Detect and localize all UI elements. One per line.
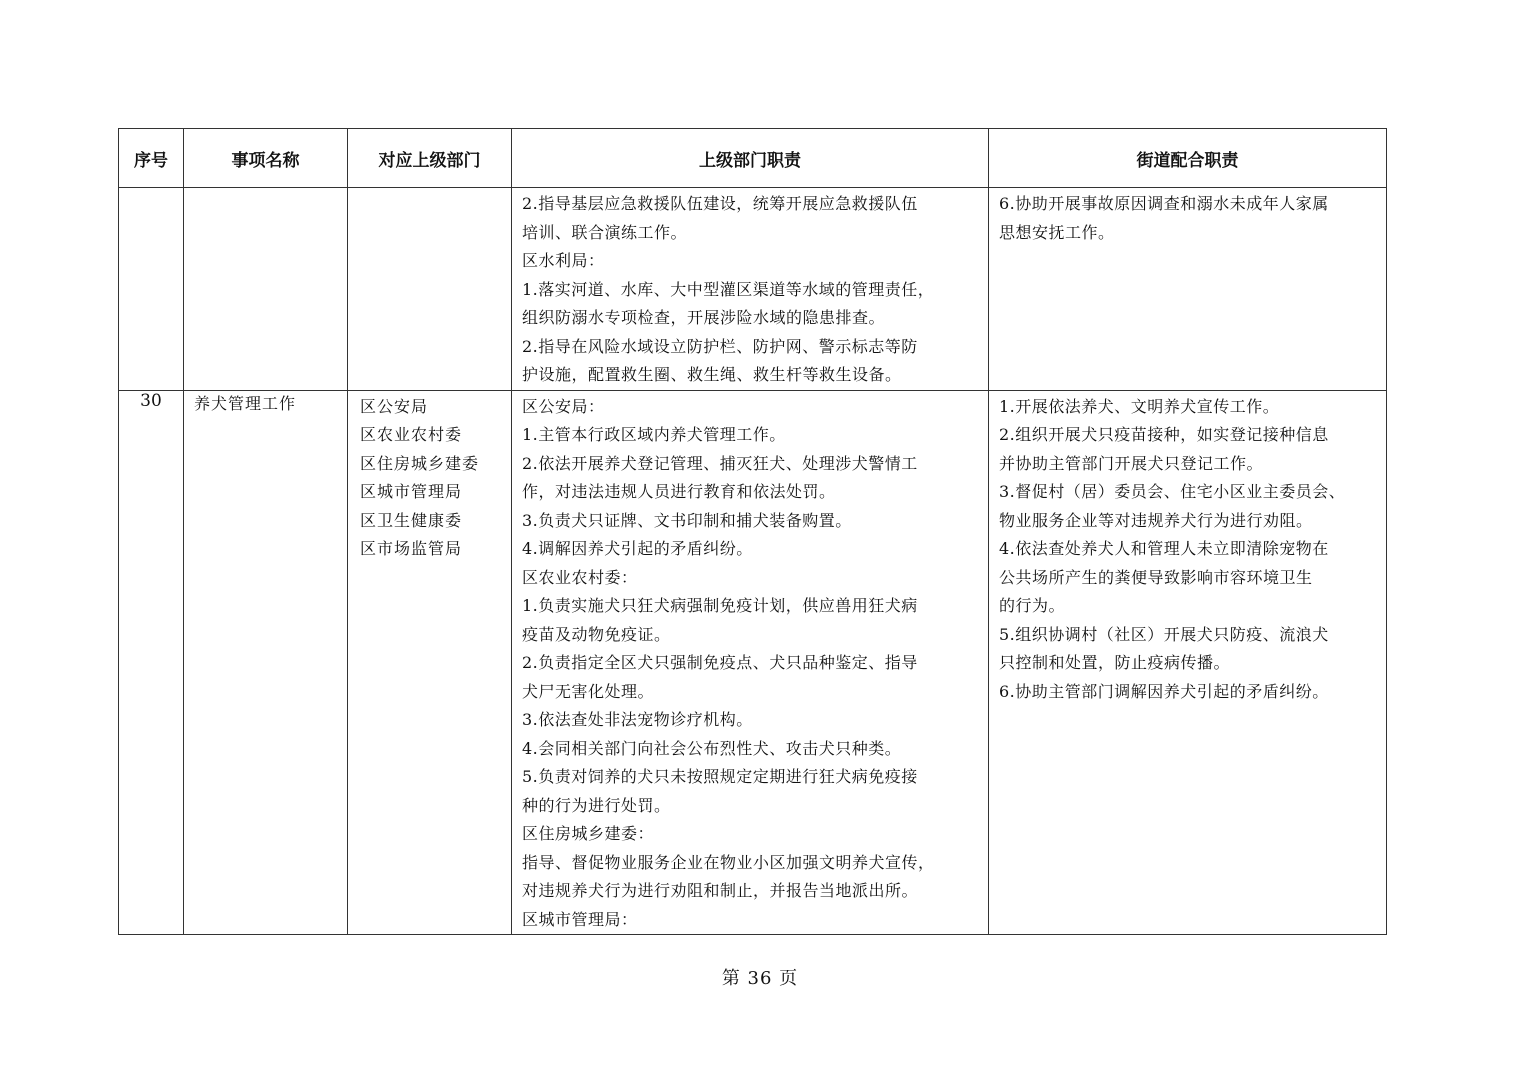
duty-line: 3.依法查处非法宠物诊疗机构。 (522, 710, 753, 729)
duty-line: 4.依法查处养犬人和管理人未立即清除宠物在 (999, 539, 1329, 558)
duty-line: 指导、督促物业服务企业在物业小区加强文明养犬宣传， (522, 852, 935, 872)
department-name: 区农业农村委 (360, 425, 463, 444)
header-item-name: 事项名称 (184, 129, 348, 188)
department-name: 区住房城乡建委 (360, 453, 480, 473)
department-name: 区城市管理局 (360, 482, 463, 501)
department-name: 区市场监管局 (360, 539, 463, 558)
duty-line: 区农业农村委： (522, 567, 638, 587)
duty-line: 2.组织开展犬只疫苗接种，如实登记接种信息 (999, 425, 1329, 444)
cell-upper-duties (512, 188, 989, 391)
duty-line: 区公安局： (522, 396, 605, 416)
duty-line: 只控制和处置，防止疫病传播。 (999, 653, 1231, 672)
duty-line: 4.会同相关部门向社会公布烈性犬、攻击犬只种类。 (522, 738, 902, 758)
cell-departments (348, 188, 512, 391)
duty-line: 作，对违法违规人员进行教育和依法处罚。 (522, 482, 836, 501)
duty-line: 2.指导基层应急救援队伍建设，统筹开展应急救援队伍 (522, 194, 918, 213)
duty-line: 并协助主管部门开展犬只登记工作。 (999, 453, 1264, 473)
cell-departments (348, 390, 512, 935)
cell-upper-duties (512, 390, 989, 935)
duty-line: 5.负责对饲养的犬只未按照规定定期进行狂犬病免疫接 (522, 767, 918, 786)
table-header-row (119, 129, 1387, 188)
duty-line: 1.主管本行政区域内养犬管理工作。 (522, 425, 786, 444)
duty-line: 的行为。 (999, 596, 1066, 615)
duty-line: 2.负责指定全区犬只强制免疫点、犬只品种鉴定、指导 (522, 653, 918, 672)
duty-line: 6.协助开展事故原因调查和溺水未成年人家属 (999, 194, 1329, 213)
department-name: 区公安局 (360, 396, 429, 416)
cell-serial (119, 188, 184, 391)
department-name: 区卫生健康委 (360, 510, 463, 530)
duty-line: 1.负责实施犬只狂犬病强制免疫计划，供应兽用狂犬病 (522, 596, 918, 615)
duty-line: 护设施，配置救生圈、救生绳、救生杆等救生设备。 (522, 365, 902, 384)
duty-line: 3.负责犬只证牌、文书印制和捕犬装备购置。 (522, 510, 852, 530)
duty-line: 种的行为进行处罚。 (522, 795, 671, 815)
header-street-duties: 街道配合职责 (989, 129, 1387, 188)
duty-line: 犬尸无害化处理。 (522, 681, 655, 701)
duty-line: 物业服务企业等对违规养犬行为进行劝阻。 (999, 510, 1313, 530)
duty-line: 公共场所产生的粪便导致影响市容环境卫生 (999, 567, 1313, 587)
responsibility-table (118, 128, 1387, 935)
cell-street-duties (989, 390, 1387, 935)
duty-line: 区住房城乡建委： (522, 824, 655, 843)
page-number: 第 36 页 (721, 968, 799, 989)
table-row (119, 188, 1387, 391)
duty-line: 思想安抚工作。 (999, 222, 1115, 242)
duty-line: 区水利局： (522, 251, 605, 270)
duty-line: 1.开展依法养犬、文明养犬宣传工作。 (999, 396, 1280, 416)
duty-line: 疫苗及动物免疫证。 (522, 624, 671, 644)
header-upper-duties: 上级部门职责 (512, 129, 989, 188)
duty-line: 对违规养犬行为进行劝阻和制止，并报告当地派出所。 (522, 881, 919, 900)
duty-line: 组织防溺水专项检查，开展涉险水域的隐患排查。 (522, 308, 886, 327)
cell-street-duties (989, 188, 1387, 391)
duty-line: 6.协助主管部门调解因养犬引起的矛盾纠纷。 (999, 681, 1329, 701)
header-serial: 序号 (119, 129, 184, 188)
cell-serial: 30 (119, 390, 184, 935)
duty-line: 培训、联合演练工作。 (522, 222, 688, 242)
duty-line: 2.指导在风险水域设立防护栏、防护网、警示标志等防 (522, 336, 918, 356)
duty-line: 2.依法开展养犬登记管理、捕灭狂犬、处理涉犬警情工 (522, 453, 918, 473)
cell-item-name (184, 390, 348, 935)
table-row (119, 390, 1387, 935)
duty-line: 4.调解因养犬引起的矛盾纠纷。 (522, 539, 753, 558)
duty-line: 5.组织协调村（社区）开展犬只防疫、流浪犬 (999, 624, 1329, 644)
duty-line: 区城市管理局： (522, 909, 638, 929)
duty-line: 3.督促村（居）委员会、住宅小区业主委员会、 (999, 482, 1346, 501)
header-upper-department: 对应上级部门 (348, 129, 512, 188)
item-name-text: 养犬管理工作 (194, 393, 297, 413)
cell-item-name (184, 188, 348, 391)
duty-line: 1.落实河道、水库、大中型灌区渠道等水域的管理责任， (522, 279, 935, 299)
